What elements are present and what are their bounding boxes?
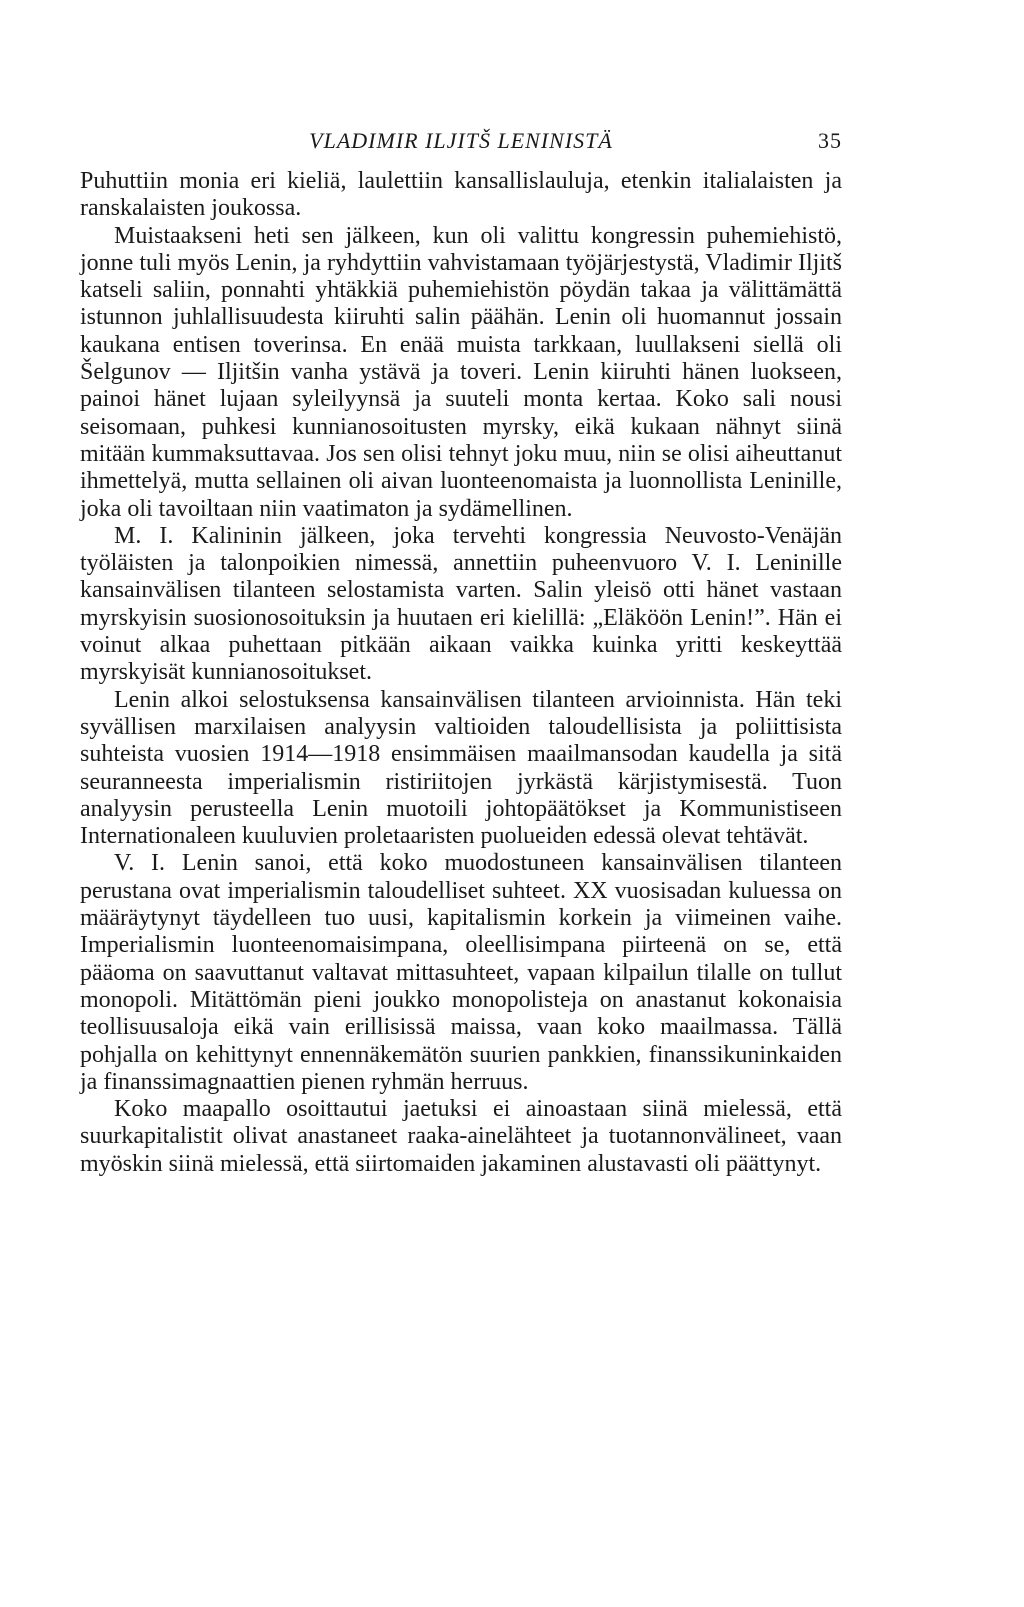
book-page [80, 120, 842, 1178]
paragraph: Muistaakseni heti sen jälkeen, kun oli valittu kongressin puhemiehistö, jonne tuli myös Lenin, ja ryhdyttiin vahvistamaan työjärjestystä, Vladimir Iljitš katseli saliin, ponnahti yhtäkkiä puhemiehistön pöydän takaa ja välittämättä istunnon juhlallisuudesta kiiruhti salin päähän. Lenin oli huomannut jossain kaukana entisen toverinsa. En enää muista tarkkaan, luullakseni siellä oli Šelgunov — Iljitšin vanha ystävä ja toveri. Lenin kiiruhti hänen luokseen, painoi hänet lujaan syleilyynsä ja suuteli monta kertaa. Koko sali nousi seisomaan, puhkesi kunnianosoitusten myrsky, eikä kukaan nähnyt siinä mitään kummaksuttavaa. Jos sen olisi tehnyt joku muu, niin se olisi aiheuttanut ihmettelyä, mutta sellainen oli aivan luonteenomaista ja luonnollista Leninille, joka oli tavoiltaan niin vaatimaton ja sydämellinen. [80, 222, 842, 522]
paragraph: Puhuttiin monia eri kieliä, laulettiin kansallislauluja, etenkin italialaisten ja ranskalaisten joukossa. [80, 168, 842, 222]
paragraph: Koko maapallo osoittautui jaetuksi ei ainoastaan siinä mielessä, että suurkapitalistit olivat anastaneet raaka-ainelähteet ja tuotannonvälineet, vaan myöskin siinä mielessä, että siirtomaiden jakaminen alustavasti oli päättynyt. [80, 1096, 842, 1177]
running-head [80, 120, 842, 160]
paragraph: M. I. Kalininin jälkeen, joka tervehti kongressia Neuvosto-Venäjän työläisten ja talonpoikien nimessä, annettiin puheenvuoro V. I. Leninille kansainvälisen tilanteen selostamista varten. Salin yleisö otti hänet vastaan myrskyisin suosionosoituksin ja huutaen eri kielillä: „Eläköön Lenin!”. Hän ei voinut alkaa puhettaan pitkään aikaan vaikka kuinka yritti keskeyttää myrskyisät kunnianosoitukset. [80, 522, 842, 686]
paragraph: Lenin alkoi selostuksensa kansainvälisen tilanteen arvioinnista. Hän teki syvällisen marxilaisen analyysin valtioiden taloudellisista ja poliittisista suhteista vuosien 1914—1918 ensimmäisen maailmansodan kaudella ja sitä seuranneesta imperialismin ristiriitojen jyrkästä kärjistymisestä. Tuon analyysin perusteella Lenin muotoili johtopäätökset ja Kommunistiseen Internationaleen kuuluvien proletaaristen puolueiden edessä olevat tehtävät. [80, 686, 842, 850]
paragraph: V. I. Lenin sanoi, että koko muodostuneen kansainvälisen tilanteen perustana ovat imperialismin taloudelliset suhteet. XX vuosisadan kuluessa on määräytynyt täydelleen tuo uusi, kapitalismin korkein ja viimeinen vaihe. Imperialismin luonteenomaisimpana, oleellisimpana piirteenä on se, että pääoma on saavuttanut valtavat mittasuhteet, vapaan kilpailun tilalle on tullut monopoli. Mitättömän pieni joukko monopolisteja on anastanut kokonaisia teollisuusaloja eikä vain erillisissä maissa, vaan koko maailmassa. Tällä pohjalla on kehittynyt ennennäkemätön suurien pankkien, finanssikuninkaiden ja finanssimagnaattien pienen ryhmän herruus. [80, 850, 842, 1095]
body-text [80, 168, 842, 1178]
page-number: 35 [818, 128, 842, 153]
running-title: VLADIMIR ILJITŠ LENINISTÄ [309, 128, 613, 153]
